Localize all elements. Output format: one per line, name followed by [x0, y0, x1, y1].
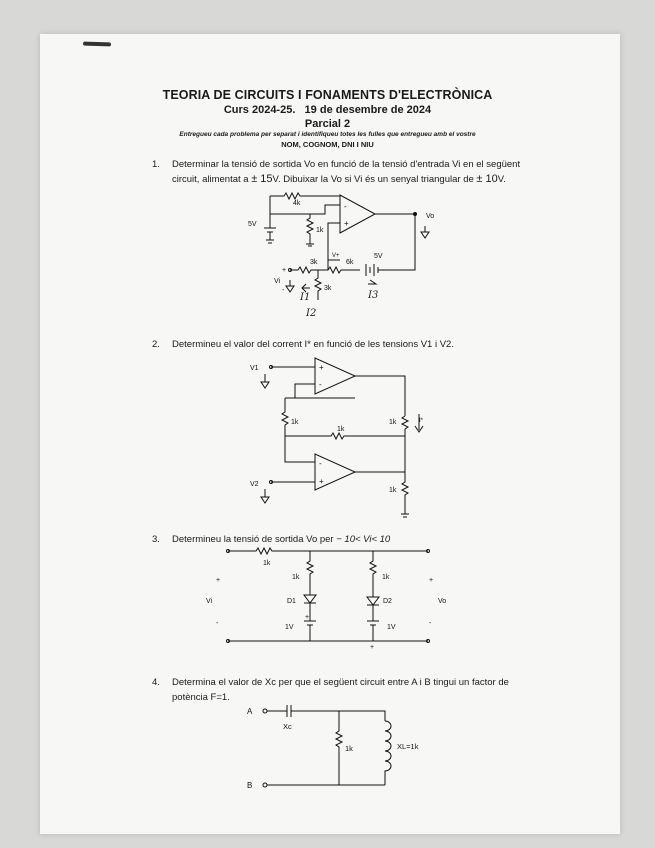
inductor-xl: [385, 721, 391, 785]
label: D1: [287, 598, 296, 605]
question-text: Determina el valor de Xc per que el següent circuit entre A i B tingui un factor de: [172, 677, 509, 688]
label: 5V: [248, 221, 257, 228]
label: XL=1k: [397, 742, 419, 751]
handwritten-current-label: I2: [306, 308, 317, 319]
label: -: [429, 620, 432, 627]
label: -: [344, 202, 347, 211]
question-number: 4.: [152, 677, 160, 688]
course-date: Curs 2024-25. 19 de desembre de 2024: [223, 104, 432, 116]
circuit-2: [245, 356, 425, 526]
exam-part: Parcial 2: [304, 118, 351, 130]
label: 5V: [374, 253, 383, 260]
label: 1k: [382, 574, 390, 581]
label: 1V: [285, 624, 294, 631]
resistor-middle: [285, 433, 405, 439]
label: V2: [250, 481, 259, 488]
label: +: [305, 614, 310, 621]
resistor-1k: [336, 711, 342, 785]
ground-symbol: [421, 226, 429, 238]
label: -: [319, 459, 322, 468]
label: -: [319, 380, 322, 389]
question-text-line2: [172, 172, 506, 187]
label: 3k: [310, 259, 318, 266]
label: 4k: [293, 200, 301, 207]
question-number: 3.: [152, 534, 160, 545]
label: A: [247, 707, 253, 716]
resistor-left: [282, 398, 288, 456]
signal-amplitude: ± 10: [476, 173, 498, 185]
circuit-3: [200, 545, 450, 655]
label: 1k: [389, 487, 397, 494]
label: 1k: [292, 574, 300, 581]
label: +: [282, 267, 287, 274]
label: 3k: [324, 285, 332, 292]
label: I*: [418, 418, 423, 424]
resistor-1k: [270, 196, 314, 246]
identification: NOM, COGNOM, DNI I NIU: [281, 140, 374, 149]
capacitor-xc: [267, 705, 385, 721]
text-part: circuit, alimentat a: [172, 174, 249, 185]
resistor-3k-bottom: [315, 270, 321, 300]
label: +: [319, 363, 324, 372]
bottom-network: [290, 214, 415, 276]
question-text: Determinar la tensió de sortida Vo en funció de la tensió d'entrada Vi en el següent: [172, 159, 521, 170]
label: Vi: [274, 278, 281, 285]
label: B: [247, 781, 253, 790]
label: Vi: [206, 598, 213, 605]
label: 1k: [345, 744, 353, 753]
label: Vo: [426, 213, 435, 220]
input-range: − 10< Vi< 10: [336, 534, 391, 545]
label: Vo: [438, 598, 447, 605]
label: D2: [383, 598, 392, 605]
label: +: [216, 577, 221, 584]
question-text-line2: potència F=1.: [172, 692, 230, 703]
exam-title: TEORIA DE CIRCUITS I FONAMENTS D'ELECTRÒNICA: [162, 88, 493, 102]
handwritten-current-label: I3: [368, 290, 379, 301]
label: 1k: [337, 426, 345, 433]
label: 1k: [291, 419, 299, 426]
instructions: Entregueu cada problema per separat i identifiqueu totes les fulles que entregueu amb el vostre: [179, 131, 476, 138]
question-text: Determineu el valor del corrent I* en funció de les tensions V1 i V2.: [172, 339, 454, 350]
text-part: Determineu la tensió de sortida Vo per: [172, 534, 334, 545]
unit: V.: [272, 174, 281, 185]
circuit-4: [245, 703, 419, 798]
label: +: [429, 577, 434, 584]
battery-5v: [264, 214, 276, 243]
question-number: 2.: [152, 339, 160, 350]
label: V+: [332, 253, 340, 259]
branch-right: [367, 551, 379, 641]
label: V1: [250, 365, 259, 372]
supply-voltage: ± 15: [251, 173, 273, 185]
label: 1k: [316, 227, 324, 234]
label: 1k: [263, 560, 271, 567]
question-number: 1.: [152, 159, 160, 170]
resistor-series: [228, 548, 428, 554]
resistor-4k: [270, 193, 340, 215]
unit: V.: [497, 174, 506, 185]
label: +: [319, 477, 324, 486]
label: 1k: [389, 419, 397, 426]
label: 6k: [346, 259, 354, 266]
label: +: [370, 644, 375, 651]
label: +: [344, 219, 349, 228]
text-part: Dibuixar la Vo si Vi és un senyal triangular de: [280, 174, 477, 185]
label: Xc: [283, 722, 292, 731]
branch-left: [304, 551, 316, 641]
label: -: [216, 620, 219, 627]
handwritten-current-label: I1: [300, 292, 311, 303]
label: -: [282, 287, 285, 294]
circuit-1: [240, 188, 450, 323]
label: 1V: [387, 624, 396, 631]
